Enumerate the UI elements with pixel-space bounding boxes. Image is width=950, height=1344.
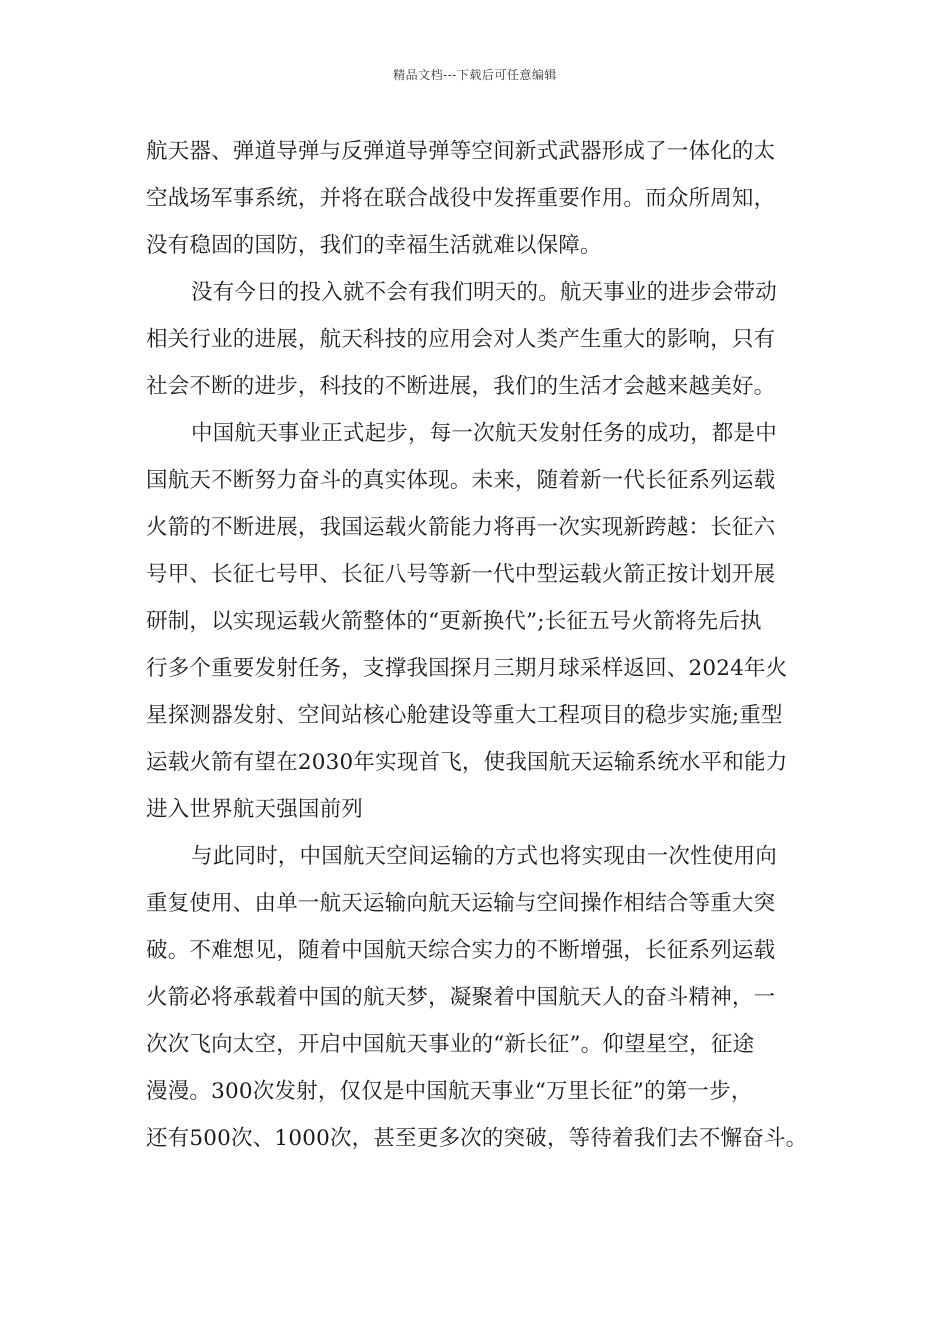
paragraph-1 (146, 128, 826, 269)
text-line: 相关行业的进展，航天科技的应用会对人类产生重大的影响，只有 (146, 327, 776, 352)
text-line: 漫漫。300次发射，仅仅是中国航天事业“万里长征”的第一步， (146, 1079, 753, 1104)
text-line: 研制，以实现运载火箭整体的“更新换代”;长征五号火箭将先后执 (146, 609, 762, 634)
text-line: 火箭的不断进展，我国运载火箭能力将再一次实现新跨越：长征六 (146, 515, 776, 540)
paragraph-3 (146, 410, 826, 833)
text-line: 国航天不断努力奋斗的真实体现。未来，随着新一代长征系列运载 (146, 468, 776, 493)
text-line: 重复使用、由单一航天运输向航天运输与空间操作相结合等重大突 (146, 891, 776, 916)
text-line: 航天器、弹道导弹与反弹道导弹等空间新式武器形成了一体化的太 (146, 139, 776, 164)
text-line: 空战场军事系统，并将在联合战役中发挥重要作用。而众所周知， (146, 186, 776, 211)
page-header: 精品文档---下载后可任意编辑 (393, 68, 557, 82)
paragraph-2 (146, 269, 826, 410)
text-line: 没有今日的投入就不会有我们明天的。航天事业的进步会带动 (191, 280, 777, 305)
text-line: 中国航天事业正式起步，每一次航天发射任务的成功，都是中 (191, 421, 777, 446)
paragraph-4 (146, 833, 826, 1162)
text-line: 还有500次、1000次，甚至更多次的突破，等待着我们去不懈奋斗。 (146, 1126, 808, 1151)
text-line: 次次飞向太空，开启中国航天事业的“新长征”。仰望星空，征途 (146, 1032, 755, 1057)
text-line: 进入世界航天强国前列 (146, 797, 364, 822)
text-line: 行多个重要发射任务，支撑我国探月三期月球采样返回、2024年火 (146, 656, 788, 681)
text-line: 火箭必将承载着中国的航天梦，凝聚着中国航天人的奋斗精神，一 (146, 985, 776, 1010)
text-line: 号甲、长征七号甲、长征八号等新一代中型运载火箭正按计划开展 (146, 562, 776, 587)
text-line: 运载火箭有望在2030年实现首飞，使我国航天运输系统水平和能力 (146, 750, 788, 775)
text-line: 与此同时，中国航天空间运输的方式也将实现由一次性使用向 (191, 844, 777, 869)
document-body (146, 128, 826, 1162)
text-line: 破。不难想见，随着中国航天综合实力的不断增强，长征系列运载 (146, 938, 776, 963)
text-line: 没有稳固的国防，我们的幸福生活就难以保障。 (146, 233, 602, 258)
text-line: 社会不断的进步，科技的不断进展，我们的生活才会越来越美好。 (146, 374, 776, 399)
text-line: 星探测器发射、空间站核心舱建设等重大工程项目的稳步实施;重型 (146, 703, 783, 728)
